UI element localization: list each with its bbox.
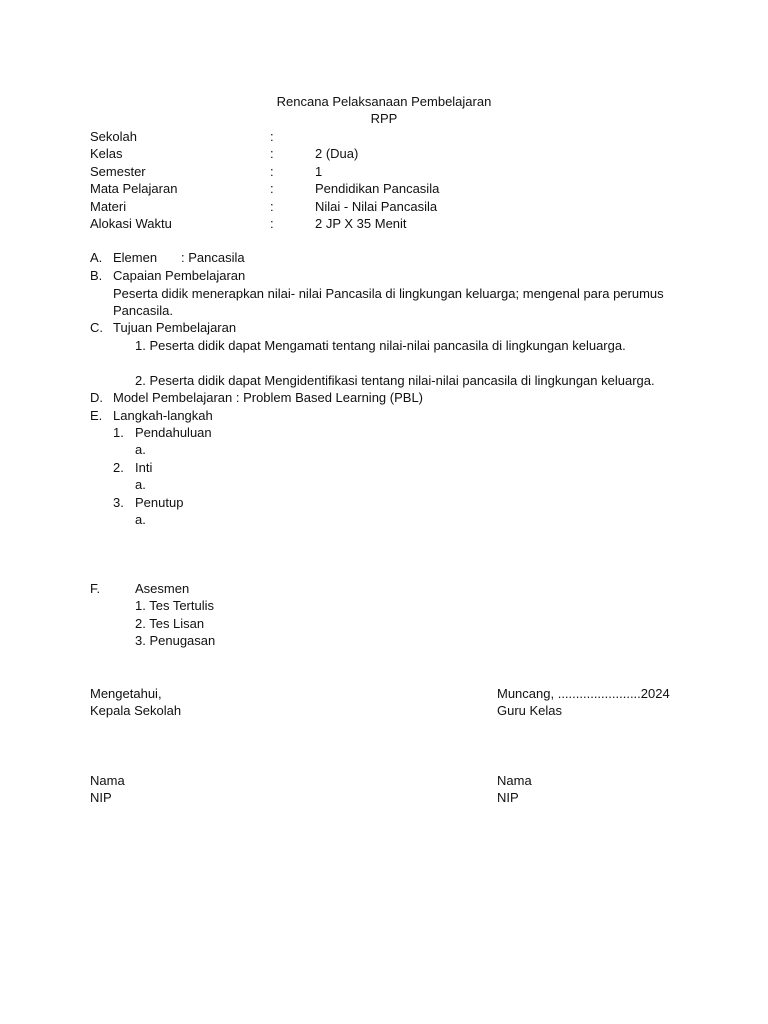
signature-left-line1: Mengetahui, [90,686,162,701]
identity-sep: : [270,216,274,231]
section-e-marker: E. [90,408,103,423]
identity-value-semester: 1 [315,164,323,179]
signature-left-nip: NIP [90,790,112,805]
signature-right-nip: NIP [497,790,519,805]
signature-left-name: Nama [90,773,125,788]
step-3-label: Penutup [135,495,184,510]
signature-right-line2: Guru Kelas [497,703,563,718]
identity-sep: : [270,199,274,214]
identity-sep: : [270,146,274,161]
section-f-item-3: 3. Penugasan [135,633,216,648]
identity-label-mapel: Mata Pelajaran [90,181,178,196]
section-f-label: Asesmen [135,581,190,596]
document-title: Rencana Pelaksanaan Pembelajaran [276,94,492,109]
identity-label-materi: Materi [90,199,127,214]
identity-value-kelas: 2 (Dua) [315,146,359,161]
step-3-num: 3. [113,495,124,510]
identity-label-sekolah: Sekolah [90,129,137,144]
step-2-label: Inti [135,460,153,475]
section-f-marker: F. [90,581,101,596]
document-subtitle: RPP [370,111,398,126]
section-e-label: Langkah-langkah [113,408,213,423]
section-b-text-line1: Peserta didik menerapkan nilai- nilai Pancasila di lingkungan keluarga; mengenal para perumus [113,286,664,301]
identity-label-alokasi: Alokasi Waktu [90,216,172,231]
section-c-marker: C. [90,320,103,335]
section-a-label: Elemen [113,250,158,265]
section-d-marker: D. [90,390,103,405]
identity-label-kelas: Kelas [90,146,123,161]
identity-sep: : [270,129,274,144]
step-2-sub: a. [135,477,146,492]
step-1-label: Pendahuluan [135,425,212,440]
identity-value-mapel: Pendidikan Pancasila [315,181,440,196]
section-c-label: Tujuan Pembelajaran [113,320,237,335]
section-a-marker: A. [90,250,103,265]
identity-label-semester: Semester [90,164,146,179]
step-3-sub: a. [135,512,146,527]
section-c-item-1: 1. Peserta didik dapat Mengamati tentang nilai-nilai pancasila di lingkungan keluarga. [135,338,626,353]
identity-sep: : [270,164,274,179]
section-b-marker: B. [90,268,103,283]
section-b-label: Capaian Pembelajaran [113,268,246,283]
signature-right-line1: Muncang, .......................2024 [497,686,670,701]
step-2-num: 2. [113,460,124,475]
section-f-item-1: 1. Tes Tertulis [135,598,215,613]
section-b-text-line2: Pancasila. [113,303,173,318]
identity-value-alokasi: 2 JP X 35 Menit [315,216,407,231]
identity-sep: : [270,181,274,196]
section-a-value: : Pancasila [181,250,245,265]
signature-right-name: Nama [497,773,532,788]
section-c-item-2: 2. Peserta didik dapat Mengidentifikasi tentang nilai-nilai pancasila di lingkungan keluarga. [135,373,655,388]
signature-left-line2: Kepala Sekolah [90,703,182,718]
section-d-label: Model Pembelajaran : Problem Based Learning (PBL) [113,390,424,405]
identity-value-materi: Nilai - Nilai Pancasila [315,199,438,214]
step-1-sub: a. [135,442,146,457]
step-1-num: 1. [113,425,124,440]
section-f-item-2: 2. Tes Lisan [135,616,205,631]
